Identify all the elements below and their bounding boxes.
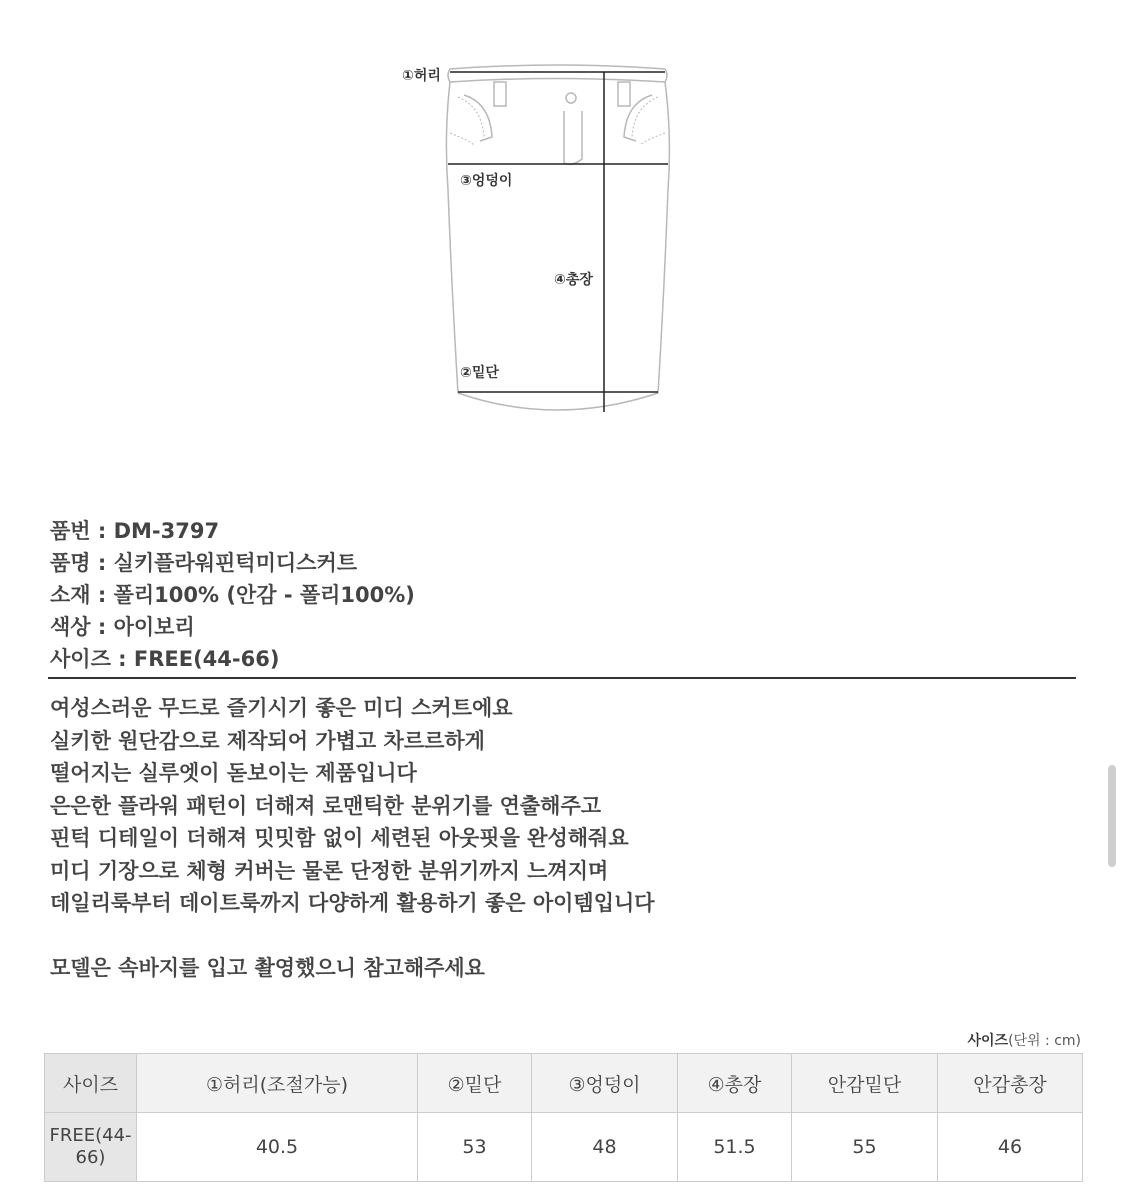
cell-waist: 40.5 xyxy=(137,1113,418,1182)
size-unit-caption xyxy=(967,1030,1081,1050)
table-row xyxy=(45,1113,1083,1182)
spec-material: 소재 : 폴리100% (안감 - 폴리100%) xyxy=(50,583,415,607)
header-waist: ①허리(조절가능) xyxy=(137,1054,418,1113)
size-unit-text: (단위 : cm) xyxy=(1008,1033,1081,1049)
skirt-measurement-diagram xyxy=(380,55,700,425)
size-table xyxy=(44,1053,1083,1182)
size-unit-title: 사이즈 xyxy=(967,1033,1009,1049)
description-line: 데일리룩부터 데이트룩까지 다양하게 활용하기 좋은 아이템입니다 xyxy=(50,891,655,915)
cell-hip: 48 xyxy=(532,1113,678,1182)
size-table-header-row xyxy=(45,1054,1083,1113)
spec-size: 사이즈 : FREE(44-66) xyxy=(50,647,280,671)
header-lining-length: 안감총장 xyxy=(938,1054,1083,1113)
header-lining-hem: 안감밑단 xyxy=(792,1054,938,1113)
header-hip: ③엉덩이 xyxy=(532,1054,678,1113)
spec-product-no: 품번 : DM-3797 xyxy=(50,519,220,543)
description-line: 핀턱 디테일이 더해져 밋밋함 없이 세련된 아웃핏을 완성해줘요 xyxy=(50,826,629,850)
label-hem: ②밑단 xyxy=(460,365,499,381)
cell-hem: 53 xyxy=(418,1113,532,1182)
description-line: 은은한 플라워 패턴이 더해져 로맨틱한 분위기를 연출해주고 xyxy=(50,793,602,818)
cell-lining-length: 46 xyxy=(938,1113,1083,1182)
spec-color: 색상 : 아이보리 xyxy=(50,615,195,639)
skirt-outline-illustration xyxy=(380,55,700,425)
description-line: 실키한 원단감으로 제작되어 가볍고 차르르하게 xyxy=(50,728,485,753)
description-line: 미디 기장으로 체형 커버는 물론 단정한 분위기까지 느껴지며 xyxy=(50,858,609,883)
description-line: 떨어지는 실루엣이 돋보이는 제품입니다 xyxy=(50,761,417,785)
header-size: 사이즈 xyxy=(45,1054,137,1113)
spec-product-name: 품명 : 실키플라워핀턱미디스커트 xyxy=(50,551,358,575)
scrollbar-thumb[interactable] xyxy=(1108,765,1116,867)
product-description xyxy=(50,692,1080,984)
header-length: ④총장 xyxy=(678,1054,792,1113)
label-length: ④총장 xyxy=(554,272,593,288)
cell-lining-hem: 55 xyxy=(792,1113,938,1182)
cell-size: FREE(44-66) xyxy=(45,1113,137,1182)
model-note: 모델은 속바지를 입고 촬영했으니 참고해주세요 xyxy=(50,955,485,980)
label-hip: ③엉덩이 xyxy=(460,173,513,189)
description-line: 여성스러운 무드로 즐기시기 좋은 미디 스커트에요 xyxy=(50,696,513,720)
product-spec xyxy=(50,515,1080,675)
divider xyxy=(48,677,1076,679)
label-waist: ①허리 xyxy=(402,68,441,84)
header-hem: ②밑단 xyxy=(418,1054,532,1113)
cell-length: 51.5 xyxy=(678,1113,792,1182)
